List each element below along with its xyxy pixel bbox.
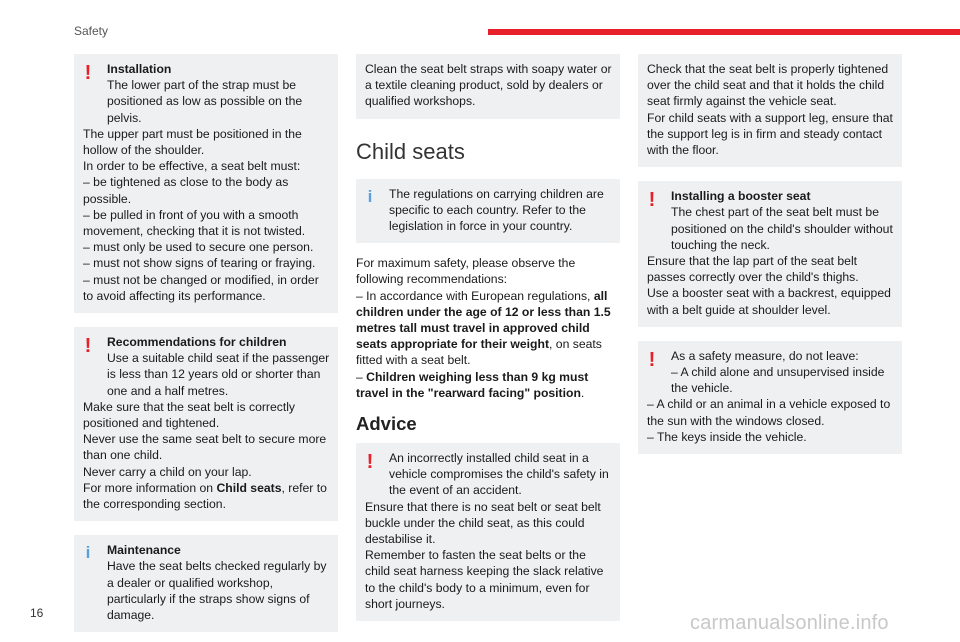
advice-heading: Advice xyxy=(356,413,417,435)
booster-warning-box xyxy=(638,181,902,327)
installation-line: – must not show signs of tearing or fraying. xyxy=(83,256,316,271)
children-line: Never carry a child on your lap. xyxy=(83,464,252,479)
page-number: 16 xyxy=(30,606,44,620)
check-note-box xyxy=(638,54,902,167)
safety-line: As a safety measure, do not leave: xyxy=(671,348,859,363)
maintenance-title: Maintenance xyxy=(107,543,181,558)
safety-line: – The keys inside the vehicle. xyxy=(647,429,807,444)
info-icon: i xyxy=(367,186,373,206)
advice-line: An incorrectly installed child seat in a vehicle compromises the child's safety in the event of an accident. xyxy=(389,451,609,498)
column-right xyxy=(638,54,902,464)
children-line: Use a suitable child seat if the passenger is less than 12 years old or shorter than one and a half metres. xyxy=(107,351,330,398)
regulations-info-box xyxy=(356,179,620,244)
children-line: Make sure that the seat belt is correctly positioned and tightened. xyxy=(83,399,296,431)
recommendation-item xyxy=(356,288,620,369)
installation-warning-box xyxy=(74,54,338,313)
warning-icon: ! xyxy=(84,62,92,84)
rec-bold: Children weighing less than 9 kg must travel in the "rearward facing" position xyxy=(356,369,589,400)
installation-line: The lower part of the strap must be positioned as low as possible on the pelvis. xyxy=(107,78,303,125)
booster-title: Installing a booster seat xyxy=(671,189,811,204)
installation-line: – must only be used to secure one person. xyxy=(83,240,314,255)
column-middle xyxy=(356,54,620,631)
advice-line: Ensure that there is no seat belt or seat belt buckle under the child seat, as this could destabilise it. xyxy=(365,499,601,547)
safety-line: – A child or an animal in a vehicle exposed to the sun with the windows closed. xyxy=(647,397,891,428)
warning-icon: ! xyxy=(648,189,656,212)
recommendation-item xyxy=(356,369,620,401)
rec-text: – xyxy=(356,369,367,384)
recommendations-text xyxy=(356,255,620,401)
children-title: Recommendations for children xyxy=(107,335,287,350)
child-seats-reference xyxy=(83,480,330,512)
cleaning-note-box xyxy=(356,54,620,119)
rec-text: – In accordance with European regulations, xyxy=(356,288,594,303)
maintenance-line: Have the seat belts checked regularly by a dealer or qualified workshop, particularly if the straps show signs of damage. xyxy=(107,559,327,623)
installation-title: Installation xyxy=(107,62,172,76)
installation-line: – be tightened as close to the body as possible. xyxy=(83,175,289,206)
section-header: Safety xyxy=(74,24,109,38)
cleaning-note: Clean the seat belt straps with soapy water or a textile cleaning product, sold by dealers or qualified workshops. xyxy=(365,62,612,109)
reference-text: For more information on xyxy=(83,480,217,495)
warning-icon: ! xyxy=(648,348,656,371)
booster-line: Use a booster seat with a backrest, equipped with a belt guide at shoulder level. xyxy=(647,286,891,317)
children-line: Never use the same seat belt to secure more than one child. xyxy=(83,432,327,463)
installation-line: – be pulled in front of you with a smooth movement, checking that it is not twisted. xyxy=(83,207,306,239)
advice-line: Remember to fasten the seat belts or the child seat harness keeping the slack relative to the child's body to a minimum, even for short journeys. xyxy=(365,548,604,611)
installation-line: In order to be effective, a seat belt must: xyxy=(83,159,301,174)
rec-text: . xyxy=(580,385,585,400)
info-icon: i xyxy=(85,543,91,563)
booster-line: The chest part of the seat belt must be positioned on the child's shoulder without touching the neck. xyxy=(671,205,893,252)
booster-line: Ensure that the lap part of the seat belt passes correctly over the child's thighs. xyxy=(647,254,859,285)
advice-warning-box xyxy=(356,443,620,621)
rec-text: , on seats fitted with a seat belt. xyxy=(356,337,602,368)
installation-line: – must not be changed or modified, in order to avoid affecting its performance. xyxy=(83,272,319,303)
rec-bold: all children under the age of 12 or less than 1.5 metres tall must travel in approved child seats appropriate for their weight xyxy=(356,288,611,352)
safety-line: – A child alone and unsupervised inside the vehicle. xyxy=(671,365,885,396)
maintenance-info-box xyxy=(74,535,338,632)
warning-icon: ! xyxy=(366,451,374,474)
column-left xyxy=(74,54,338,642)
watermark-text: carmanualsonline.info xyxy=(690,612,889,634)
children-warning-box xyxy=(74,327,338,521)
safety-warning-box xyxy=(638,341,902,454)
reference-link[interactable]: Child seats xyxy=(216,480,282,495)
check-line: Check that the seat belt is properly tightened over the child seat and that it holds the child seat firmly against the vehicle seat. xyxy=(647,62,889,109)
installation-line: The upper part must be positioned in the hollow of the shoulder. xyxy=(83,126,302,158)
warning-icon: ! xyxy=(84,335,92,358)
child-seats-heading: Child seats xyxy=(356,138,465,164)
check-line: For child seats with a support leg, ensure that the support leg is in firm and steady contact with the floor. xyxy=(647,110,893,158)
regulations-note: The regulations on carrying children are specific to each country. Refer to the legislation in force in your country. xyxy=(389,186,604,234)
reference-text: , refer to the corresponding section. xyxy=(83,480,327,512)
intro-line: For maximum safety, please observe the following recommendations: xyxy=(356,256,576,287)
header-accent-bar xyxy=(488,29,960,35)
